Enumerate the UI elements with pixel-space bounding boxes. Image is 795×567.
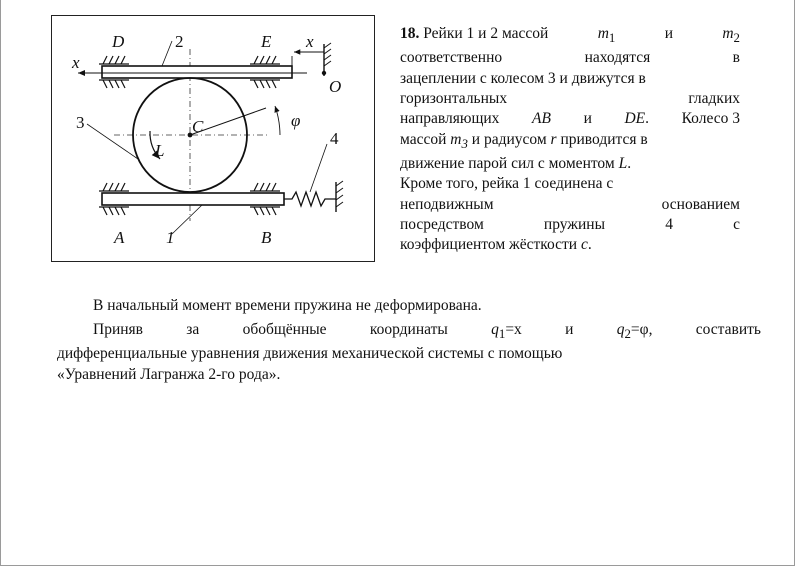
label-2: 2: [175, 32, 184, 51]
leader-2: [162, 41, 172, 66]
label-L: L: [155, 141, 165, 160]
rack-1: [102, 193, 284, 205]
problem-number: 18.: [400, 25, 420, 42]
task-line-1: Приняв за обобщённые координаты $q_1=x$ и $q_2=\varphi$, составить: [57, 320, 761, 344]
label-1: 1: [166, 228, 175, 247]
angle-arc: [275, 106, 280, 135]
task-line-3: «Уравнений Лагранжа 2-го рода».: [57, 365, 281, 383]
point-O: [322, 71, 326, 75]
paragraph-task: [57, 320, 761, 385]
mechanism-diagram: [52, 16, 374, 261]
problem-line-8: Кроме того, рейка 1 соединена с: [400, 175, 614, 193]
problem-line-9: неподвижным основанием: [400, 195, 740, 213]
problem-line-2: соответственно находятся в: [400, 49, 740, 67]
coordinate-q1: $q_1=x$: [491, 321, 522, 342]
rack-2: [102, 66, 292, 78]
label-E: E: [261, 32, 272, 51]
wall-O-hatch: [324, 43, 331, 66]
label-3: 3: [76, 113, 85, 132]
label-x-displacement: x: [306, 32, 314, 51]
leader-4: [310, 144, 327, 192]
spring-4: [284, 192, 336, 206]
problem-line-5: направляющих AB и DE. Колесо 3: [400, 110, 740, 128]
leader-3: [87, 124, 138, 159]
problem-line-7: движение парой сил с моментом L.: [400, 154, 632, 172]
label-B: B: [261, 228, 272, 247]
label-x-axis: x: [72, 53, 80, 72]
paragraph-initial-condition: В начальный момент времени пружина не деформирована.: [93, 297, 482, 314]
label-A: A: [114, 228, 125, 247]
problem-line-6: массой $m_3$ и радиусом r приводится в: [400, 130, 648, 151]
spring-wall-hatch: [336, 181, 343, 207]
task-line-2: дифференциальные уравнения движения механической системы с помощью: [57, 345, 563, 363]
problem-line-10: посредством пружины 4 с: [400, 215, 740, 233]
coordinate-q2: $q_2=\varphi$,: [616, 321, 653, 342]
problem-statement: [400, 24, 740, 255]
problem-line-3: зацеплении с колесом 3 и движутся в: [400, 69, 646, 87]
problem-line-4: горизонтальных гладких: [400, 89, 740, 107]
leader-1: [172, 205, 202, 234]
label-D: D: [112, 32, 125, 51]
label-4: 4: [330, 129, 339, 148]
mechanism-figure: [51, 15, 375, 262]
problem-line-1: 18. Рейки 1 и 2 массой $m_1$ и $m_2$: [400, 25, 740, 46]
label-phi: φ: [291, 111, 301, 130]
problem-line-11: коэффициентом жёсткости c.: [400, 236, 592, 254]
label-O: O: [329, 77, 342, 96]
label-C: C: [192, 117, 204, 136]
